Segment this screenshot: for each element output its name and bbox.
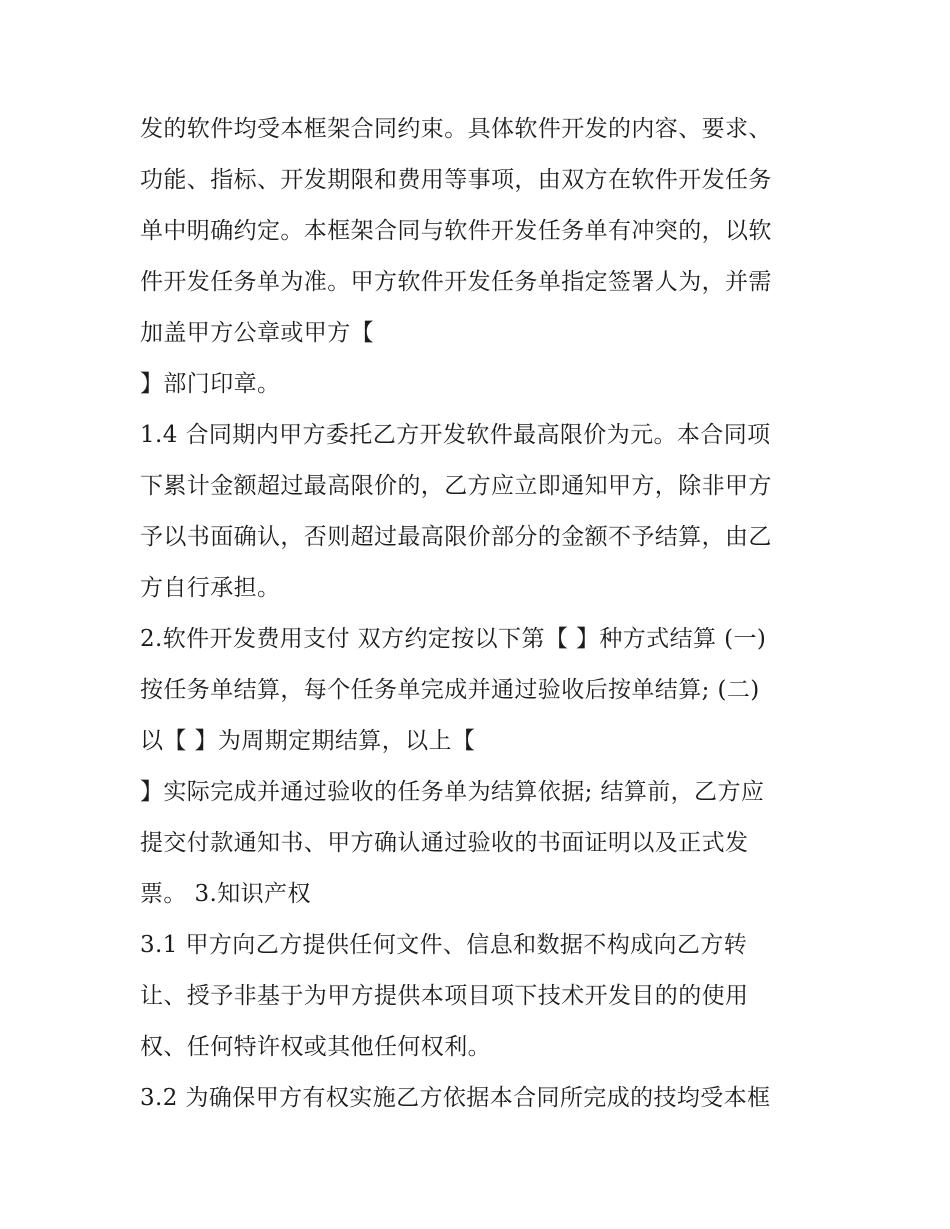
text-line: 功能、指标、开发期限和费用等事项，由双方在软件开发任务 xyxy=(140,167,772,193)
text-line: 下累计金额超过最高限价的，乙方应立即通知甲方，除非甲方 xyxy=(140,473,772,499)
text-line: 权、任何特许权或其他任何权利。 xyxy=(140,1034,491,1060)
text-line: 提交付款通知书、甲方确认通过验收的书面证明以及正式发 xyxy=(140,830,749,856)
text-line: 按任务单结算，每个任务单完成并通过验收后按单结算; (二) xyxy=(140,677,760,703)
text-line: 3.2 为确保甲方有权实施乙方依据本合同所完成的技均受本框 xyxy=(140,1085,771,1111)
text-line: 】部门印章。 xyxy=(140,371,281,397)
text-line: 票。 3.知识产权 xyxy=(140,881,311,907)
text-line: 加盖甲方公章或甲方【 xyxy=(140,320,374,346)
text-line: 让、授予非基于为甲方提供本项目项下技术开发目的的使用 xyxy=(140,983,749,1009)
contract-text-body xyxy=(140,104,830,1124)
text-line: 2.软件开发费用支付 双方约定按以下第【 】种方式结算 (一) xyxy=(140,626,767,652)
text-line: 件开发任务单为准。甲方软件开发任务单指定签署人为，并需 xyxy=(140,269,772,295)
text-line: 方自行承担。 xyxy=(140,575,281,601)
text-line: 1.4 合同期内甲方委托乙方开发软件最高限价为元。本合同项 xyxy=(140,422,771,448)
text-line: 单中明确约定。本框架合同与软件开发任务单有冲突的，以软 xyxy=(140,218,772,244)
text-line: 以【 】为周期定期结算，以上【 xyxy=(140,728,476,754)
text-line: 发的软件均受本框架合同约束。具体软件开发的内容、要求、 xyxy=(140,116,772,142)
text-line: 3.1 甲方向乙方提供任何文件、信息和数据不构成向乙方转 xyxy=(140,932,748,958)
text-line: 】实际完成并通过验收的任务单为结算依据; 结算前，乙方应 xyxy=(140,779,765,805)
text-line: 予以书面确认，否则超过最高限价部分的金额不予结算，由乙 xyxy=(140,524,772,550)
